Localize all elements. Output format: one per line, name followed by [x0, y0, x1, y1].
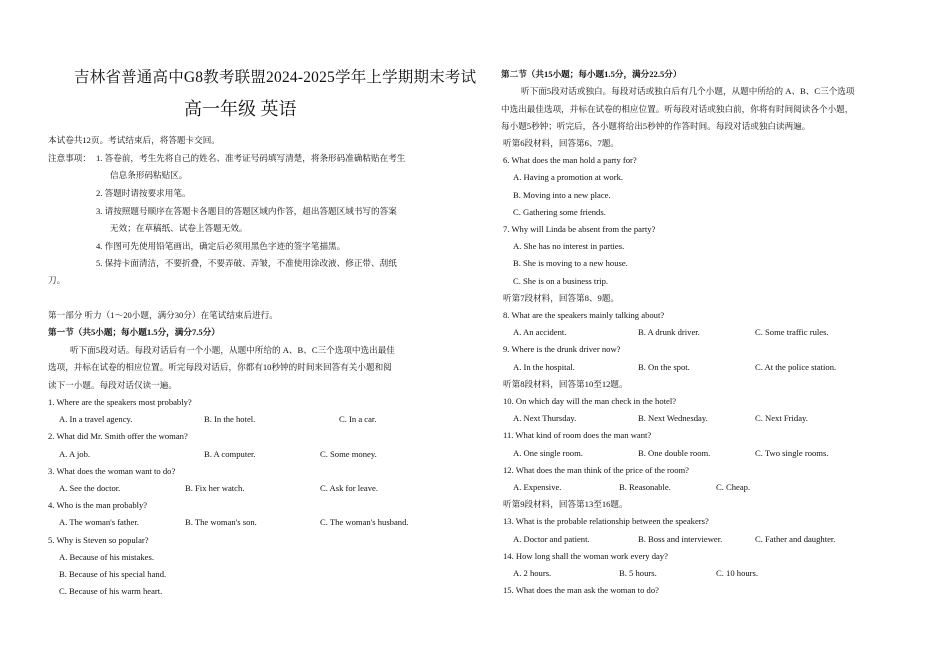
question: 7. Why will Linda be absent from the party? — [503, 224, 656, 234]
question: 15. What does the man ask the woman to do? — [503, 585, 659, 596]
intro-text: 本试卷共12页。考试结束后，将答题卡交回。 — [48, 135, 220, 145]
option-b: B. Because of his special hand. — [59, 569, 167, 579]
question: 12. What does the man think of the price of the room? — [503, 464, 689, 475]
option-b: B. Next Wednesday. — [638, 413, 708, 424]
question: 13. What is the probable relationship between the speakers? — [503, 516, 709, 527]
option-b: B. The woman's son. — [185, 517, 257, 527]
question: 4. Who is the man probably? — [48, 500, 148, 510]
option-a: A. An accident. — [513, 327, 567, 338]
option-b: B. On the spot. — [638, 361, 690, 372]
notice-item: 无效；在草稿纸、试卷上答题无效。 — [110, 223, 248, 233]
option: B. She is moving to a new house. — [513, 258, 628, 269]
option-b: B. Fix her watch. — [185, 483, 245, 493]
exam-title: 吉林省普通高中G8教考联盟2024-2025学年上学期期末考试 — [74, 69, 477, 86]
notice-item: 2. 答题时请按要求用笔。 — [96, 188, 191, 198]
section1-instruction: 选项，并标在试卷的相应位置。听完每段对话后，你都有10秒钟的时间来回答有关小题和阅 — [48, 362, 392, 372]
option-c: C. At the police station. — [755, 361, 837, 372]
part1-heading: 第一部分 听力（1～20小题，满分30分）在笔试结束后进行。 — [48, 310, 278, 320]
option: B. Moving into a new place. — [513, 189, 611, 200]
option-b: B. Reasonable. — [619, 482, 671, 492]
option-b: B. In the hotel. — [204, 414, 256, 424]
notice-item: 1. 答卷前，考生先将自己的姓名、准考证号码填写清楚，将条形码准确粘贴在考生 — [96, 153, 406, 163]
material-note: 听第7段材料，回答第8、9题。 — [503, 292, 620, 303]
option-b: B. A computer. — [204, 449, 256, 459]
option-a: A. In a travel agency. — [59, 414, 133, 424]
question: 5. Why is Steven so popular? — [48, 535, 149, 545]
notice-item: 刀。 — [48, 275, 66, 285]
option-c: C. Cheap. — [716, 482, 751, 492]
section1-instruction: 读下一小题。每段对话仅读一遍。 — [48, 380, 177, 390]
option: C. Gathering some friends. — [513, 206, 606, 217]
section2-instruction: 每小题5秒钟；听完后，各小题将给出5秒钟的作答时间。每段对话或独白读两遍。 — [501, 121, 811, 131]
question: 14. How long shall the woman work every day? — [503, 550, 668, 561]
question: 6. What does the man hold a party for? — [503, 155, 637, 166]
option-a: A. Because of his mistakes. — [59, 552, 154, 562]
option-b: B. 5 hours. — [619, 568, 657, 578]
option-a: A. See the doctor. — [59, 483, 121, 493]
option-b: B. One double room. — [638, 447, 711, 458]
section1-heading: 第一节（共5小题；每小题1.5分，满分7.5分） — [48, 327, 220, 337]
option-b: B. Boss and interviewer. — [638, 533, 723, 544]
option-c: C. Some traffic rules. — [755, 327, 829, 338]
material-note: 听第9段材料，回答第13至16题。 — [503, 499, 628, 510]
section2-instruction: 中选出最佳选项，并标在试卷的相应位置。听每段对话或独白前，你将有时间阅读各个小题， — [501, 104, 854, 114]
option-c: C. Two single rooms. — [755, 447, 829, 458]
option-a: A. In the hospital. — [513, 361, 575, 372]
notice-item: 信息条形码粘贴区。 — [110, 170, 188, 180]
question: 10. On which day will the man check in the hotel? — [503, 396, 677, 406]
option-a: A. The woman's father. — [59, 517, 139, 527]
option-c: C. Ask for leave. — [320, 483, 378, 493]
option-a: A. Next Thursday. — [513, 413, 577, 424]
material-note: 听第8段材料，回答第10至12题。 — [503, 378, 628, 389]
option: A. Having a promotion at work. — [513, 172, 624, 183]
option-c: C. Next Friday. — [755, 413, 808, 424]
option-c: C. Because of his warm heart. — [59, 586, 163, 596]
question: 8. What are the speakers mainly talking about? — [503, 310, 665, 320]
section2-heading: 第二节（共15小题；每小题1.5分，满分22.5分） — [501, 69, 682, 79]
question: 3. What does the woman want to do? — [48, 466, 176, 476]
option-c: C. Some money. — [320, 449, 377, 459]
question: 2. What did Mr. Smith offer the woman? — [48, 431, 188, 441]
exam-subtitle: 高一年级 英语 — [184, 99, 297, 119]
notice-item: 5. 保持卡面清洁，不要折叠，不要弄破、弄皱，不准使用涂改液、修正带、刮纸 — [96, 258, 397, 268]
question: 9. Where is the drunk driver now? — [503, 344, 621, 355]
option-c: C. The woman's husband. — [320, 517, 409, 527]
option-a: A. 2 hours. — [513, 568, 552, 578]
option-c: C. In a car. — [339, 414, 377, 424]
option-a: A. Doctor and patient. — [513, 533, 590, 544]
option: C. She is on a business trip. — [513, 275, 609, 286]
section2-instruction: 听下面5段对话或独白。每段对话或独白后有几个小题，从题中所给的 A、B、C三个选项 — [521, 86, 855, 96]
option-a: A. Expensive. — [513, 482, 562, 492]
material-note: 听第6段材料，回答第6、7题。 — [503, 138, 620, 148]
question: 1. Where are the speakers most probably? — [48, 397, 192, 407]
option-c: C. Father and daughter. — [755, 533, 836, 544]
notice-item: 3. 请按照题号顺序在答题卡各题目的答题区域内作答，超出答题区域书写的答案 — [96, 206, 397, 216]
option-b: B. A drunk driver. — [638, 327, 700, 338]
option: A. She has no interest in parties. — [513, 241, 625, 252]
option-a: A. One single room. — [513, 447, 583, 458]
notice-label: 注意事项： — [48, 153, 91, 163]
notice-item: 4. 作图可先使用铅笔画出，确定后必须用黑色字迹的签字笔描黑。 — [96, 241, 346, 251]
option-c: C. 10 hours. — [716, 568, 759, 578]
question: 11. What kind of room does the man want? — [503, 430, 652, 441]
option-a: A. A job. — [59, 449, 91, 459]
section1-instruction: 听下面5段对话。每段对话后有一个小题，从题中所给的 A、B、C三个选项中选出最佳 — [70, 345, 395, 355]
